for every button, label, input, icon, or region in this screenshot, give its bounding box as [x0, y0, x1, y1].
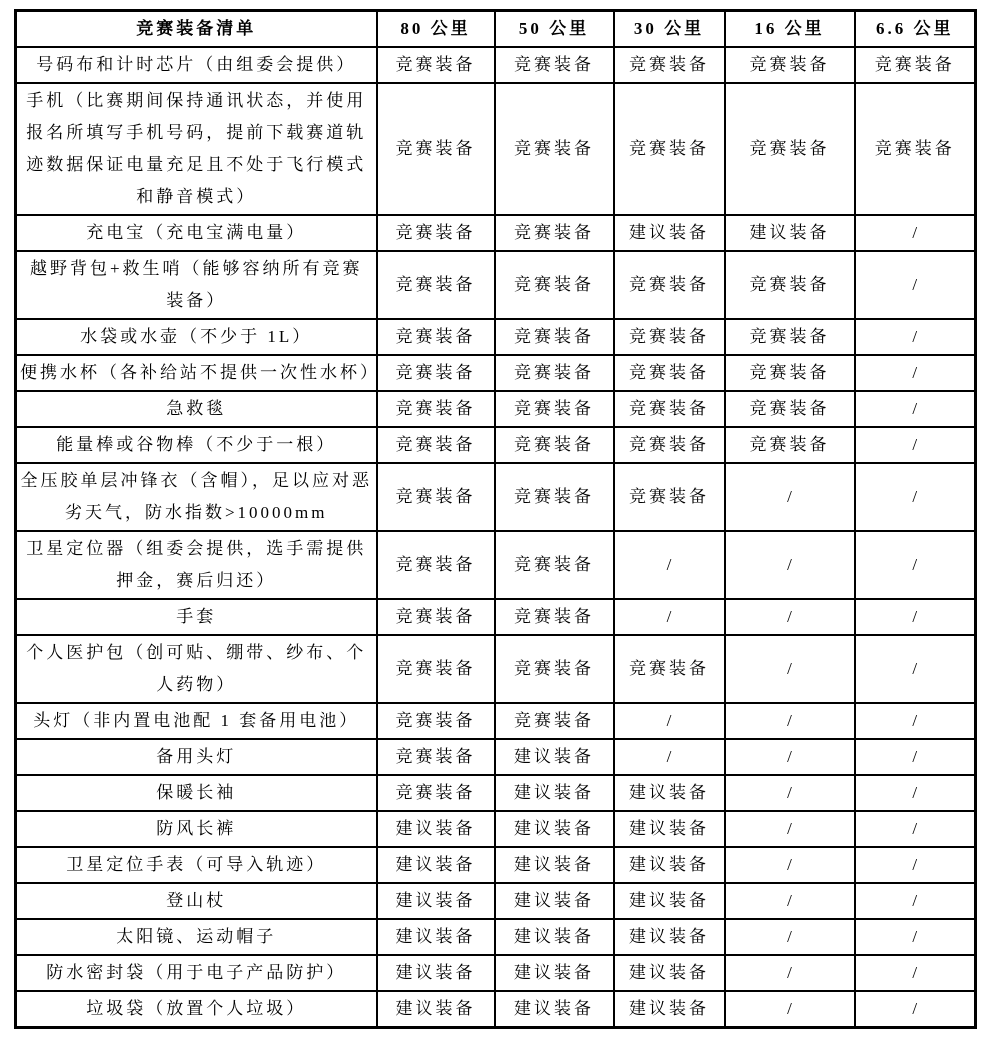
requirement-cell: 建议装备 — [377, 847, 495, 883]
requirement-cell: 竞赛装备 — [495, 599, 614, 635]
table-row — [16, 775, 976, 811]
table-row — [16, 883, 976, 919]
requirement-cell: 竞赛装备 — [614, 427, 725, 463]
table-row — [16, 463, 976, 531]
not-required-cell: / — [855, 531, 976, 599]
requirement-cell: 建议装备 — [377, 991, 495, 1028]
table-row — [16, 955, 976, 991]
not-required-cell: / — [725, 919, 855, 955]
header-row — [16, 11, 976, 48]
requirement-cell: 竞赛装备 — [377, 739, 495, 775]
requirement-cell: 竞赛装备 — [614, 319, 725, 355]
requirement-cell: 建议装备 — [614, 883, 725, 919]
requirement-cell: 竞赛装备 — [495, 355, 614, 391]
requirement-cell: 竞赛装备 — [377, 635, 495, 703]
item-cell: 登山杖 — [16, 883, 377, 919]
requirement-cell: 建议装备 — [614, 775, 725, 811]
not-required-cell: / — [855, 251, 976, 319]
requirement-cell: 建议装备 — [377, 955, 495, 991]
table-row — [16, 599, 976, 635]
not-required-cell: / — [725, 991, 855, 1028]
item-cell: 能量棒或谷物棒（不少于一根） — [16, 427, 377, 463]
header-80km: 80 公里 — [377, 11, 495, 48]
table-row — [16, 739, 976, 775]
not-required-cell: / — [855, 919, 976, 955]
not-required-cell: / — [855, 391, 976, 427]
item-cell: 保暖长袖 — [16, 775, 377, 811]
requirement-cell: 建议装备 — [614, 919, 725, 955]
requirement-cell: 竞赛装备 — [495, 427, 614, 463]
requirement-cell: 竞赛装备 — [377, 775, 495, 811]
table-row — [16, 991, 976, 1028]
requirement-cell: 竞赛装备 — [495, 635, 614, 703]
requirement-cell: 竞赛装备 — [377, 215, 495, 251]
table-row — [16, 531, 976, 599]
header-30km: 30 公里 — [614, 11, 725, 48]
table-row — [16, 319, 976, 355]
not-required-cell: / — [855, 319, 976, 355]
requirement-cell: 竞赛装备 — [614, 635, 725, 703]
item-cell: 号码布和计时芯片（由组委会提供） — [16, 47, 377, 83]
item-cell: 防风长裤 — [16, 811, 377, 847]
item-cell: 头灯（非内置电池配 1 套备用电池） — [16, 703, 377, 739]
requirement-cell: 建议装备 — [495, 991, 614, 1028]
requirement-cell: 竞赛装备 — [377, 83, 495, 215]
not-required-cell: / — [725, 739, 855, 775]
requirement-cell: 建议装备 — [495, 955, 614, 991]
requirement-cell: 竞赛装备 — [377, 251, 495, 319]
requirement-cell: 竞赛装备 — [377, 391, 495, 427]
requirement-cell: 建议装备 — [495, 775, 614, 811]
item-cell: 急救毯 — [16, 391, 377, 427]
requirement-cell: 竞赛装备 — [725, 427, 855, 463]
table-row — [16, 427, 976, 463]
not-required-cell: / — [725, 955, 855, 991]
requirement-cell: 建议装备 — [614, 991, 725, 1028]
not-required-cell: / — [725, 811, 855, 847]
not-required-cell: / — [855, 635, 976, 703]
not-required-cell: / — [614, 703, 725, 739]
not-required-cell: / — [614, 531, 725, 599]
requirement-cell: 竞赛装备 — [725, 251, 855, 319]
requirement-cell: 竞赛装备 — [855, 83, 976, 215]
not-required-cell: / — [855, 811, 976, 847]
table-row — [16, 919, 976, 955]
item-cell: 个人医护包（创可贴、绷带、纱布、个人药物） — [16, 635, 377, 703]
table-body — [16, 47, 976, 1028]
requirement-cell: 建议装备 — [495, 811, 614, 847]
requirement-cell: 竞赛装备 — [725, 391, 855, 427]
item-cell: 便携水杯（各补给站不提供一次性水杯） — [16, 355, 377, 391]
requirement-cell: 竞赛装备 — [377, 319, 495, 355]
requirement-cell: 竞赛装备 — [495, 531, 614, 599]
requirement-cell: 建议装备 — [614, 847, 725, 883]
requirement-cell: 建议装备 — [377, 919, 495, 955]
item-cell: 充电宝（充电宝满电量） — [16, 215, 377, 251]
not-required-cell: / — [855, 955, 976, 991]
not-required-cell: / — [855, 775, 976, 811]
not-required-cell: / — [725, 463, 855, 531]
header-50km: 50 公里 — [495, 11, 614, 48]
item-cell: 垃圾袋（放置个人垃圾） — [16, 991, 377, 1028]
requirement-cell: 竞赛装备 — [495, 251, 614, 319]
item-cell: 卫星定位器（组委会提供，选手需提供押金，赛后归还） — [16, 531, 377, 599]
requirement-cell: 竞赛装备 — [725, 355, 855, 391]
requirement-cell: 竞赛装备 — [614, 47, 725, 83]
table-row — [16, 355, 976, 391]
requirement-cell: 竞赛装备 — [495, 83, 614, 215]
not-required-cell: / — [855, 599, 976, 635]
not-required-cell: / — [855, 847, 976, 883]
requirement-cell: 竞赛装备 — [377, 463, 495, 531]
requirement-cell: 竞赛装备 — [614, 83, 725, 215]
not-required-cell: / — [855, 991, 976, 1028]
requirement-cell: 建议装备 — [377, 811, 495, 847]
not-required-cell: / — [614, 739, 725, 775]
not-required-cell: / — [855, 215, 976, 251]
requirement-cell: 竞赛装备 — [495, 703, 614, 739]
requirement-cell: 竞赛装备 — [377, 703, 495, 739]
requirement-cell: 建议装备 — [614, 811, 725, 847]
item-cell: 手机（比赛期间保持通讯状态，并使用报名所填写手机号码，提前下载赛道轨迹数据保证电量充足且不处于飞行模式和静音模式） — [16, 83, 377, 215]
not-required-cell: / — [855, 739, 976, 775]
item-cell: 水袋或水壶（不少于 1L） — [16, 319, 377, 355]
table-row — [16, 703, 976, 739]
requirement-cell: 竞赛装备 — [614, 251, 725, 319]
table-row — [16, 47, 976, 83]
not-required-cell: / — [725, 531, 855, 599]
not-required-cell: / — [725, 847, 855, 883]
requirement-cell: 竞赛装备 — [495, 463, 614, 531]
requirement-cell: 竞赛装备 — [377, 355, 495, 391]
not-required-cell: / — [855, 883, 976, 919]
requirement-cell: 竞赛装备 — [495, 319, 614, 355]
requirement-cell: 竞赛装备 — [377, 47, 495, 83]
requirement-cell: 竞赛装备 — [614, 355, 725, 391]
requirement-cell: 竞赛装备 — [855, 47, 976, 83]
not-required-cell: / — [855, 703, 976, 739]
requirement-cell: 建议装备 — [725, 215, 855, 251]
requirement-cell: 建议装备 — [614, 215, 725, 251]
requirement-cell: 建议装备 — [614, 955, 725, 991]
requirement-cell: 竞赛装备 — [377, 427, 495, 463]
item-cell: 全压胶单层冲锋衣（含帽），足以应对恶劣天气，防水指数>10000mm — [16, 463, 377, 531]
table-row — [16, 251, 976, 319]
requirement-cell: 建议装备 — [495, 883, 614, 919]
equipment-requirements-table — [14, 9, 977, 1029]
table-row — [16, 391, 976, 427]
requirement-cell: 竞赛装备 — [725, 47, 855, 83]
not-required-cell: / — [725, 635, 855, 703]
not-required-cell: / — [725, 775, 855, 811]
item-cell: 卫星定位手表（可导入轨迹） — [16, 847, 377, 883]
requirement-cell: 竞赛装备 — [495, 47, 614, 83]
header-16km: 16 公里 — [725, 11, 855, 48]
item-cell: 太阳镜、运动帽子 — [16, 919, 377, 955]
requirement-cell: 竞赛装备 — [377, 599, 495, 635]
table-row — [16, 635, 976, 703]
item-cell: 越野背包+救生哨（能够容纳所有竞赛装备） — [16, 251, 377, 319]
not-required-cell: / — [725, 703, 855, 739]
not-required-cell: / — [725, 599, 855, 635]
item-cell: 手套 — [16, 599, 377, 635]
header-item-list: 竞赛装备清单 — [16, 11, 377, 48]
table-row — [16, 215, 976, 251]
item-cell: 防水密封袋（用于电子产品防护） — [16, 955, 377, 991]
not-required-cell: / — [855, 463, 976, 531]
not-required-cell: / — [614, 599, 725, 635]
not-required-cell: / — [855, 355, 976, 391]
requirement-cell: 竞赛装备 — [614, 391, 725, 427]
requirement-cell: 建议装备 — [495, 739, 614, 775]
requirement-cell: 竞赛装备 — [495, 391, 614, 427]
requirement-cell: 建议装备 — [495, 847, 614, 883]
item-cell: 备用头灯 — [16, 739, 377, 775]
header-6.6km: 6.6 公里 — [855, 11, 976, 48]
not-required-cell: / — [725, 883, 855, 919]
not-required-cell: / — [855, 427, 976, 463]
table-row — [16, 83, 976, 215]
table-row — [16, 811, 976, 847]
requirement-cell: 建议装备 — [495, 919, 614, 955]
requirement-cell: 建议装备 — [377, 883, 495, 919]
requirement-cell: 竞赛装备 — [725, 319, 855, 355]
requirement-cell: 竞赛装备 — [725, 83, 855, 215]
requirement-cell: 竞赛装备 — [495, 215, 614, 251]
requirement-cell: 竞赛装备 — [614, 463, 725, 531]
table-row — [16, 847, 976, 883]
requirement-cell: 竞赛装备 — [377, 531, 495, 599]
